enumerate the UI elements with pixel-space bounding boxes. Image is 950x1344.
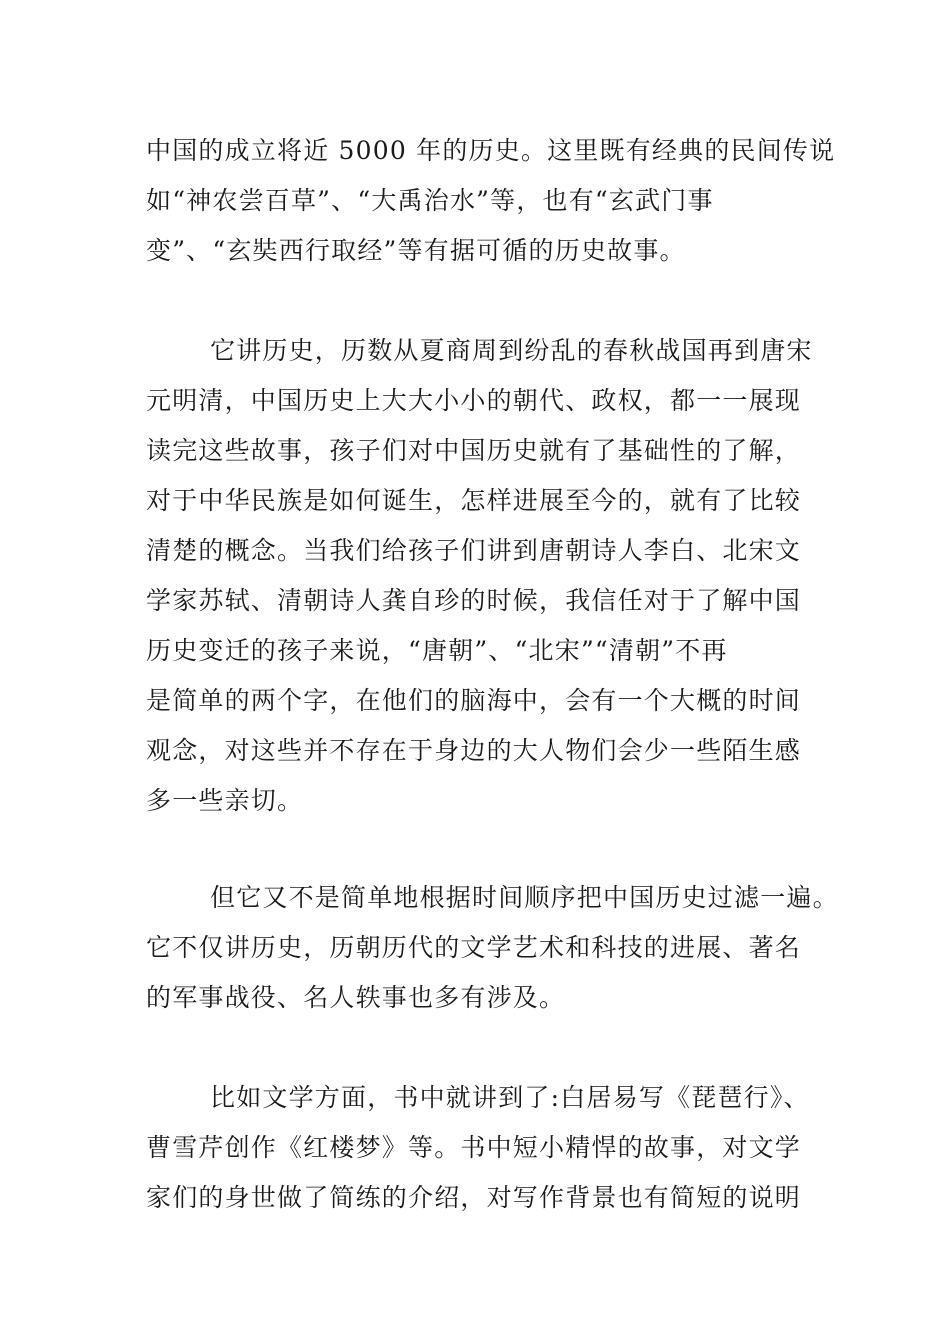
text-line: 比如文学方面，书中就讲到了:白居易写《琵琶行》、 (210, 1083, 810, 1112)
text-line: 对于中华民族是如何诞生，怎样进展至今的，就有了比较 (146, 486, 802, 515)
text-line: 历史变迁的孩子来说，“唐朝”、“北宋”“清朝”不再 (146, 636, 728, 665)
text-line: 读完这些故事，孩子们对中国历史就有了基础性的了解， (146, 436, 802, 465)
text-line: 中国的成立将近 5000 年的历史。这里既有经典的民间传说 (146, 136, 836, 165)
text-line: 它讲历史，历数从夏商周到纷乱的春秋战国再到唐宋 (210, 336, 813, 365)
text-line: 变”、“玄奘西行取经”等有据可循的历史故事。 (146, 236, 686, 265)
text-line: 观念，对这些并不存在于身边的大人物们会少一些陌生感 (146, 736, 802, 765)
text-line: 如“神农尝百草”、“大禹治水”等，也有“玄武门事 (146, 186, 714, 215)
text-line: 家们的身世做了简练的介绍，对写作背景也有简短的说明 (146, 1183, 802, 1212)
text-line: 多一些亲切。 (146, 786, 304, 815)
text-line: 学家苏轼、清朝诗人龚自珍的时候，我信任对于了解中国 (146, 586, 802, 615)
paragraph-4 (146, 1073, 826, 1223)
text-line: 它不仅讲历史，历朝历代的文学艺术和科技的进展、著名 (146, 933, 802, 962)
text-line: 曹雪芹创作《红楼梦》等。书中短小精悍的故事，对文学 (146, 1133, 802, 1162)
text-line: 但它又不是简单地根据时间顺序把中国历史过滤一遍。 (210, 883, 839, 912)
text-line: 元明清，中国历史上大大小小的朝代、政权，都一一展现 (146, 386, 802, 415)
text-line: 清楚的概念。当我们给孩子们讲到唐朝诗人李白、北宋文 (146, 536, 802, 565)
paragraph-2 (146, 326, 826, 826)
text-line: 是简单的两个字，在他们的脑海中，会有一个大概的时间 (146, 686, 802, 715)
text-line: 的军事战役、名人轶事也多有涉及。 (146, 983, 566, 1012)
paragraph-1 (146, 126, 836, 276)
paragraph-3 (146, 873, 839, 1023)
